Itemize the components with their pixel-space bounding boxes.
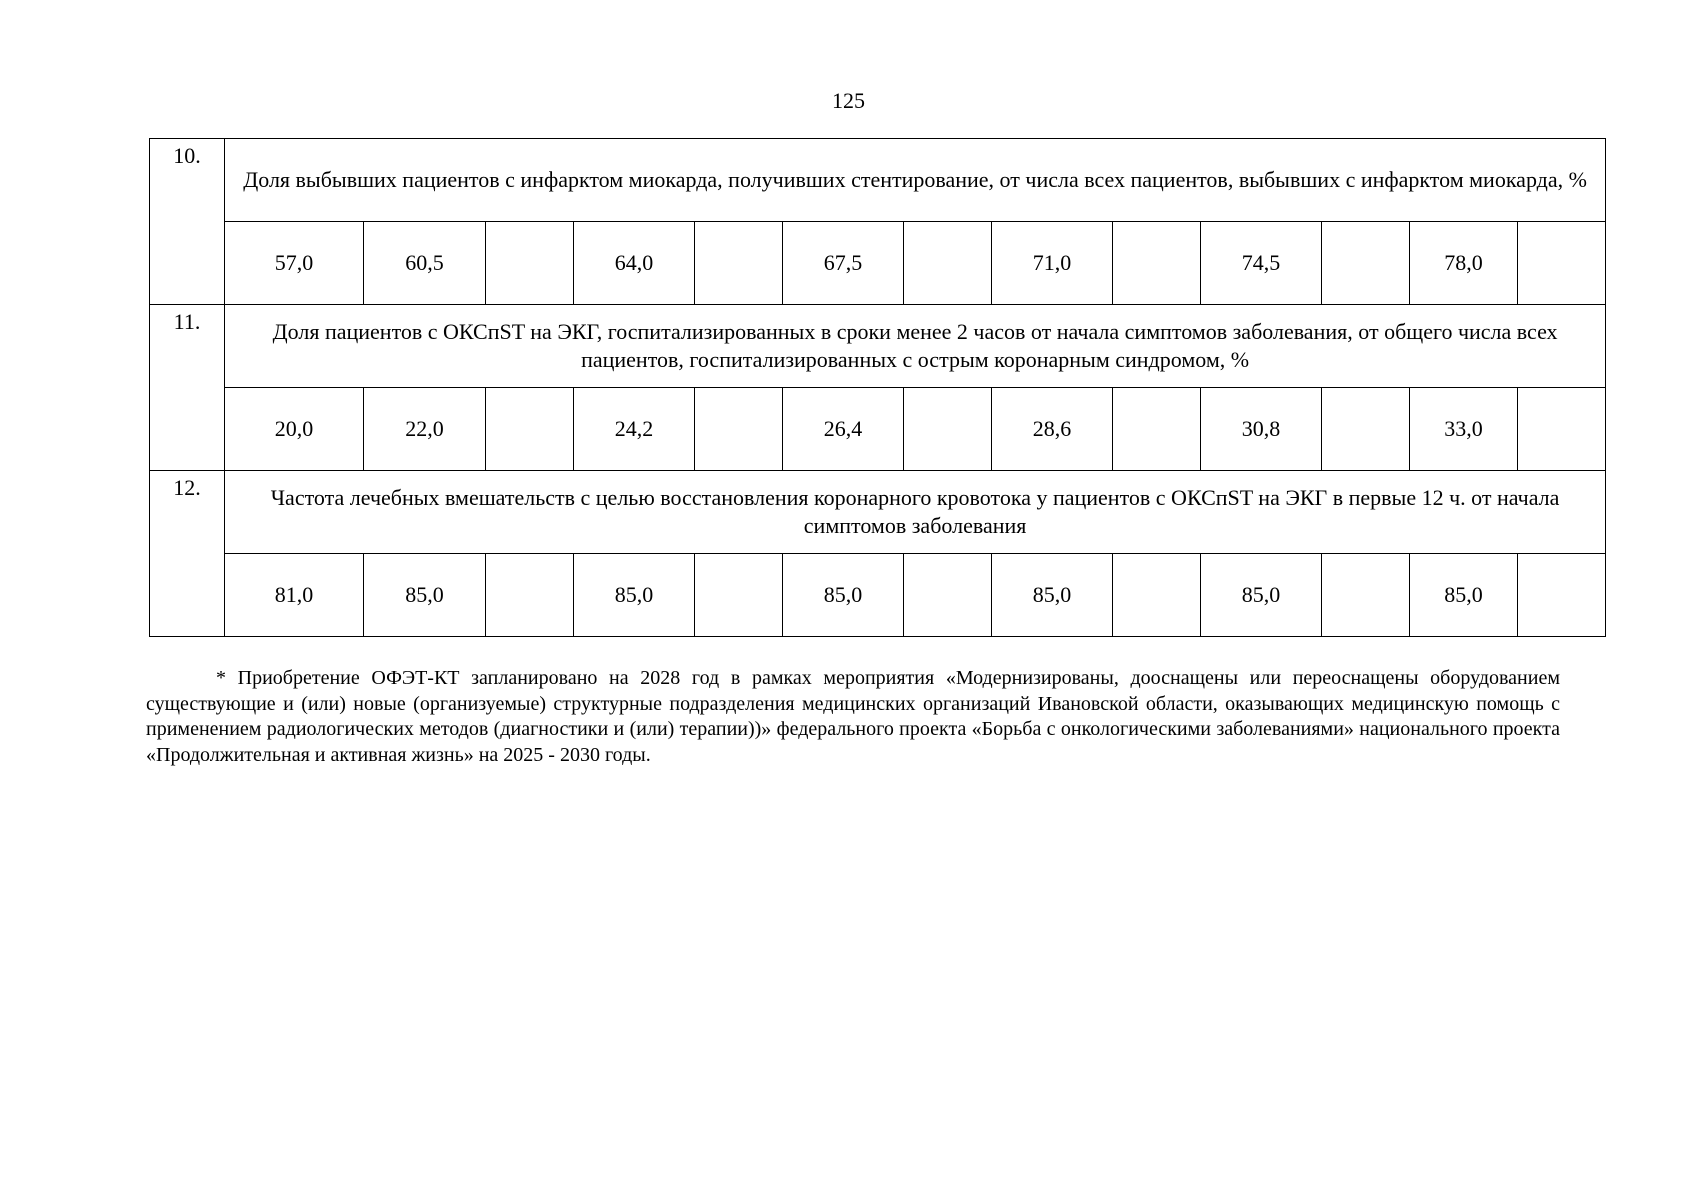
indicator-value-cell	[486, 222, 574, 305]
indicator-value-cell	[486, 388, 574, 471]
indicator-value-cell	[1322, 388, 1410, 471]
indicator-number: 10.	[150, 139, 225, 305]
indicator-value-cell: 85,0	[783, 554, 904, 637]
footnote: * Приобретение ОФЭТ-КТ запланировано на 2028 год в рамках мероприятия «Модернизированы, дооснащены или переоснащены оборудованием существующие и (или) новые (организуемые) структурные подразделения медицинских организаций Ивановской области, оказывающих медицинскую помощь с применением радиологических методов (диагностики и (или) терапии))» федерального проекта «Борьба с онкологическими заболеваниями» национального проекта «Продолжительная и активная жизнь» на 2025 - 2030 годы.	[146, 667, 1560, 766]
indicator-value-cell	[904, 554, 992, 637]
indicator-value-cell	[1113, 388, 1201, 471]
indicator-value-cell	[695, 388, 783, 471]
indicator-value-cell: 85,0	[1201, 554, 1322, 637]
indicator-value-cell	[1113, 554, 1201, 637]
indicator-value-cell: 81,0	[225, 554, 364, 637]
indicator-value-cell: 57,0	[225, 222, 364, 305]
indicator-value-cell: 85,0	[992, 554, 1113, 637]
indicator-value-cell: 22,0	[364, 388, 486, 471]
indicator-value-cell	[486, 554, 574, 637]
indicator-value-cell	[695, 554, 783, 637]
indicator-number: 12.	[150, 471, 225, 637]
indicator-value-cell: 74,5	[1201, 222, 1322, 305]
indicator-title-row	[150, 471, 1606, 554]
indicator-value-cell	[1518, 222, 1606, 305]
indicator-value-cell: 33,0	[1410, 388, 1518, 471]
indicator-value-cell: 20,0	[225, 388, 364, 471]
indicator-title-row	[150, 139, 1606, 222]
indicator-values-row	[150, 388, 1606, 471]
indicator-value-cell	[1322, 222, 1410, 305]
indicator-value-cell: 24,2	[574, 388, 695, 471]
indicator-value-cell	[1518, 554, 1606, 637]
indicator-value-cell: 30,8	[1201, 388, 1322, 471]
indicators-table	[149, 138, 1606, 637]
indicator-value-cell: 71,0	[992, 222, 1113, 305]
indicator-value-cell	[1322, 554, 1410, 637]
indicator-title: Доля пациентов с ОКСпST на ЭКГ, госпитализированных в сроки менее 2 часов от начала симптомов заболевания, от общего числа всех пациентов, госпитализированных с острым коронарным синдромом, %	[225, 305, 1606, 388]
indicator-value-cell: 60,5	[364, 222, 486, 305]
indicator-value-cell	[904, 388, 992, 471]
indicator-title-row	[150, 305, 1606, 388]
page-number: 125	[832, 88, 865, 113]
indicator-value-cell	[904, 222, 992, 305]
indicator-value-cell: 85,0	[574, 554, 695, 637]
indicator-value-cell: 85,0	[364, 554, 486, 637]
indicator-value-cell: 85,0	[1410, 554, 1518, 637]
indicator-value-cell: 26,4	[783, 388, 904, 471]
indicator-value-cell: 67,5	[783, 222, 904, 305]
indicator-title: Частота лечебных вмешательств с целью восстановления коронарного кровотока у пациентов с ОКСпST на ЭКГ в первые 12 ч. от начала симптомов заболевания	[225, 471, 1606, 554]
indicator-value-cell: 28,6	[992, 388, 1113, 471]
indicator-value-cell	[1518, 388, 1606, 471]
indicator-value-cell	[695, 222, 783, 305]
indicator-values-row	[150, 222, 1606, 305]
indicator-values-row	[150, 554, 1606, 637]
indicator-value-cell: 64,0	[574, 222, 695, 305]
indicator-number: 11.	[150, 305, 225, 471]
indicator-value-cell	[1113, 222, 1201, 305]
indicator-value-cell: 78,0	[1410, 222, 1518, 305]
indicator-title: Доля выбывших пациентов с инфарктом миокарда, получивших стентирование, от числа всех пациентов, выбывших с инфарктом миокарда, %	[225, 139, 1606, 222]
